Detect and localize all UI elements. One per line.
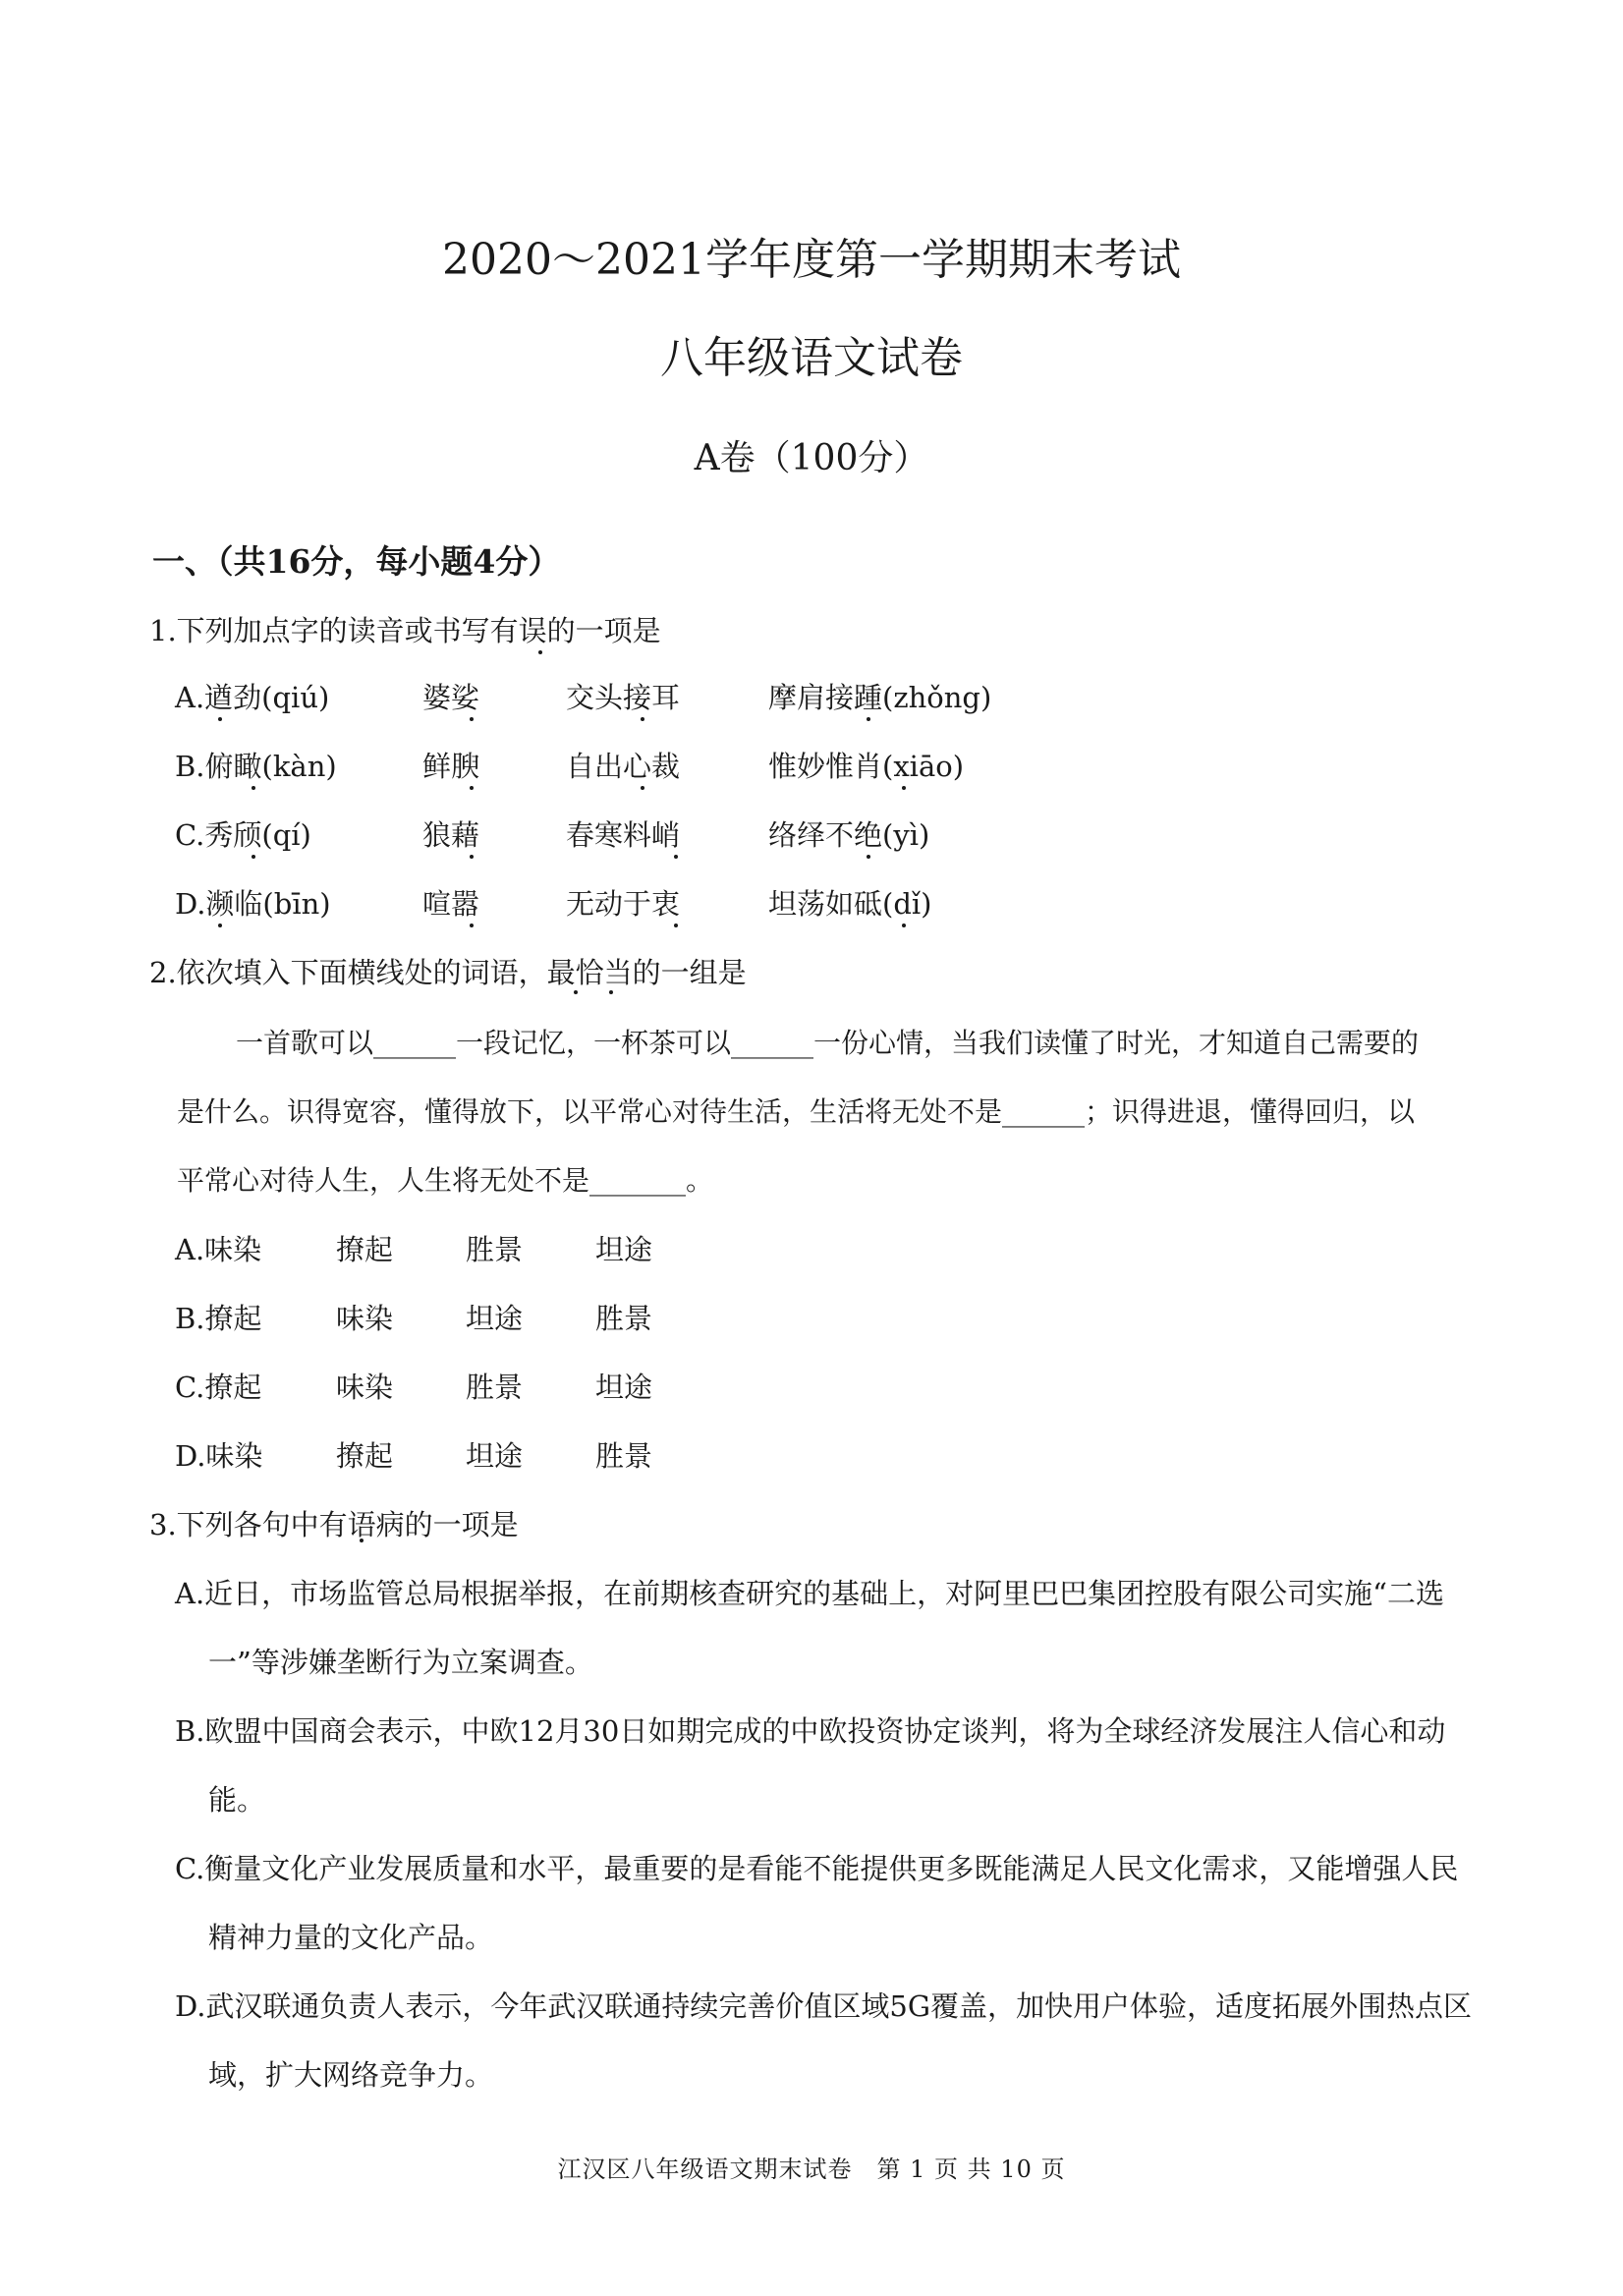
option-cell: D.濒临(bīn): [175, 887, 331, 921]
option-cell: B.俯瞰(kàn): [175, 750, 337, 783]
option-cell: 络绎不绝(yì): [768, 818, 930, 852]
emphasis-dot: [470, 717, 474, 721]
option-cell: 坦途: [595, 1371, 653, 1404]
option-cell: 撩起: [336, 1233, 394, 1266]
emphasis-dot: [252, 786, 255, 790]
paper-part-title: A卷（100分）: [694, 438, 929, 478]
option-cell: 胜景: [466, 1233, 524, 1266]
passage-line: 是什么。识得宽容，懂得放下，以平常心对待生活，生活将无处不是______；识得进退，懂得回归，以: [177, 1095, 1416, 1128]
emphasis-dot: [641, 717, 644, 721]
emphasis-dot: [867, 855, 870, 859]
option-cell: 坦荡如砥(dǐ): [768, 887, 932, 921]
option-cell: C.秀颀(qí): [175, 818, 311, 852]
option-cell: 狼藉: [422, 818, 480, 852]
emphasis-dot: [218, 717, 222, 721]
option-cell: 自出心裁: [566, 750, 681, 783]
option-line: A.近日，市场监管总局根据举报，在前期核查研究的基础上，对阿里巴巴集团控股有限公司实施“二选: [175, 1577, 1444, 1610]
exam-subtitle: 八年级语文试卷: [660, 333, 963, 383]
emphasis-dot: [470, 855, 474, 859]
option-line: 精神力量的文化产品。: [208, 1921, 494, 1954]
emphasis-dot: [674, 924, 678, 927]
passage-line: 平常心对待人生，人生将无处不是_______。: [177, 1164, 714, 1197]
option-cell: A.遒劲(qiú): [175, 681, 330, 714]
option-cell: 摩肩接踵(zhǒng): [768, 681, 992, 714]
emphasis-dot: [902, 786, 906, 790]
option-cell: D.味染: [175, 1439, 263, 1473]
option-cell: 胜景: [595, 1439, 653, 1473]
question-1-stem: 1.下列加点字的读音或书写有误的一项是: [149, 614, 661, 647]
option-cell: 交头接耳: [566, 681, 681, 714]
emphasis-dot: [218, 924, 222, 927]
emphasis-dot: [470, 924, 474, 927]
emphasis-dot: [470, 786, 474, 790]
option-cell: 胜景: [466, 1371, 524, 1404]
option-cell: 无动于衷: [566, 887, 681, 921]
section-heading: 一、（共16分，每小题4分）: [152, 542, 561, 581]
option-cell: 惟妙惟肖(xiāo): [768, 750, 965, 783]
emphasis-dot: [674, 855, 678, 859]
option-cell: 坦途: [595, 1233, 653, 1266]
emphasis-dot: [902, 924, 906, 927]
option-cell: 坦途: [466, 1302, 524, 1335]
option-cell: 春寒料峭: [566, 818, 681, 852]
passage-line: 一首歌可以______一段记忆，一杯茶可以______一份心情，当我们读懂了时光，才知道自己需要的: [236, 1027, 1420, 1059]
option-cell: 胜景: [595, 1302, 653, 1335]
emphasis-dot: [252, 855, 255, 859]
option-cell: 鲜腴: [422, 750, 480, 783]
option-cell: 撩起: [336, 1439, 394, 1473]
question-3-stem: 3.下列各句中有语病的一项是: [149, 1508, 519, 1541]
exam-title: 2020～2021学年度第一学期期末考试: [442, 235, 1181, 285]
emphasis-dot: [867, 717, 870, 721]
option-line: D.武汉联通负责人表示，今年武汉联通持续完善价值区域5G覆盖，加快用户体验，适度拓展外围热点区: [175, 1989, 1473, 2023]
option-cell: 坦途: [466, 1439, 524, 1473]
option-cell: 喧嚣: [422, 887, 480, 921]
option-cell: 婆娑: [422, 681, 480, 714]
emphasis-dot: [641, 786, 644, 790]
option-line: 一”等涉嫌垄断行为立案调查。: [208, 1646, 593, 1679]
option-line: 能。: [208, 1783, 266, 1817]
option-cell: B.撩起: [175, 1302, 262, 1335]
option-cell: 味染: [336, 1302, 394, 1335]
emphasis-dot: [538, 650, 542, 654]
option-cell: C.撩起: [175, 1371, 262, 1404]
option-line: B.欧盟中国商会表示，中欧12月30日如期完成的中欧投资协定谈判，将为全球经济发展注人信心和动: [175, 1714, 1446, 1748]
option-line: 域，扩大网络竞争力。: [208, 2058, 494, 2092]
question-2-stem: 2.依次填入下面横线处的词语，最恰当的一组是: [149, 956, 747, 989]
page-footer: 江汉区八年级语文期末试卷 第 1 页 共 10 页: [557, 2156, 1066, 2183]
option-cell: A.味染: [175, 1233, 262, 1266]
option-line: C.衡量文化产业发展质量和水平，最重要的是看能不能提供更多既能满足人民文化需求，又能增强人民: [175, 1852, 1459, 1885]
option-cell: 味染: [336, 1371, 394, 1404]
